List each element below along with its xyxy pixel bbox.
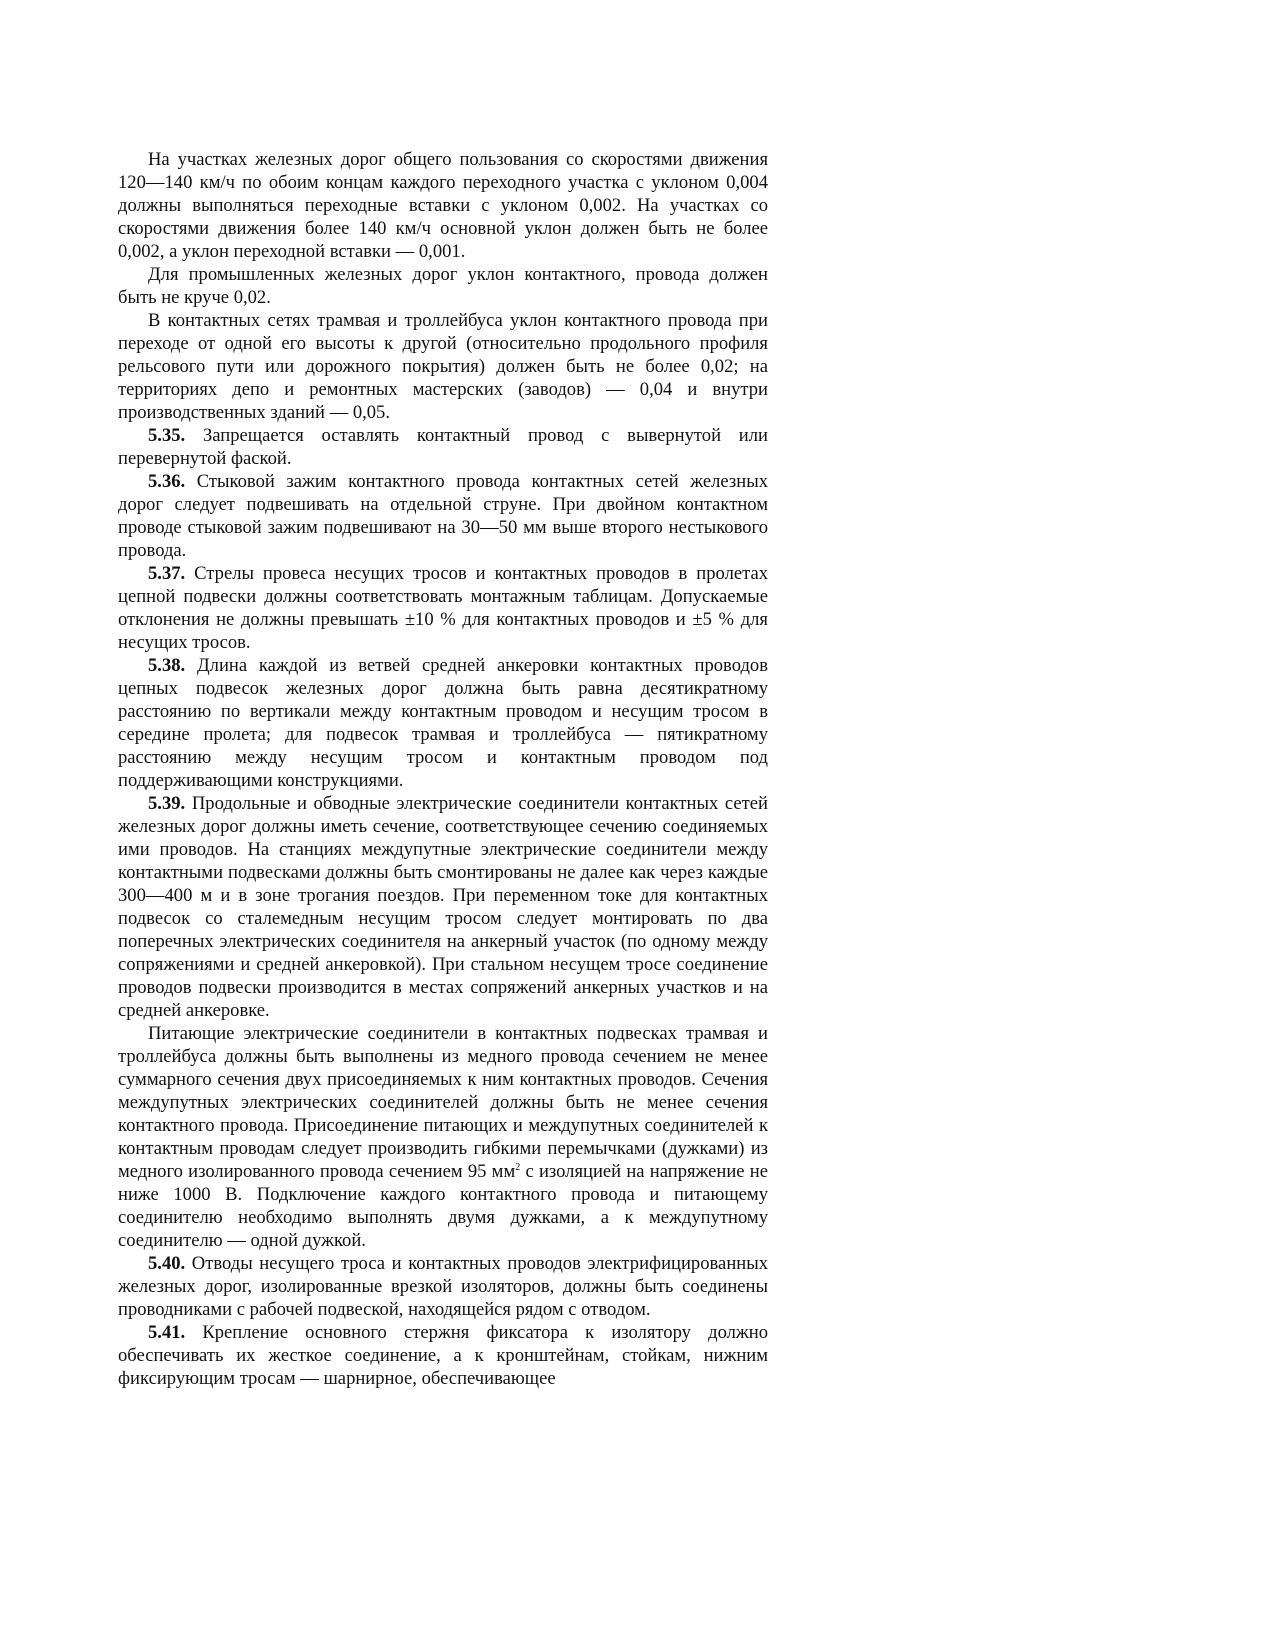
paragraph-text: Отводы несущего троса и контактных проводов электрифицированных железных дорог, изолированные врезкой изоляторов, должны быть соединены проводниками с рабочей подвеской, находящейся рядом с отводом.	[118, 1253, 769, 1320]
clause-number: 5.36.	[148, 471, 186, 492]
clause-5-37	[118, 562, 768, 654]
clause-number: 5.40.	[148, 1253, 186, 1274]
clause-5-41	[118, 1321, 768, 1390]
paragraph-text: Длина каждой из ветвей средней анкеровки контактных проводов цепных подвесок железных дорог должна быть равна десятикратному расстоянию по вертикали между контактным проводом и несущим тросом в середине пролета; для подвесок трамвая и троллейбуса — пятикратному расстоянию между несущим тросом и контактным проводом под поддерживающими конструкциями.	[118, 655, 769, 791]
paragraph	[118, 148, 768, 263]
clause-5-39	[118, 792, 768, 1022]
paragraph	[118, 1022, 768, 1252]
paragraph-text: с изоляцией на напряжение не ниже 1000 В. Подключение каждого контактного провода и питающему соединителю необходимо выполнять двумя дужками, а к междупутному соединителю — одной дужкой.	[118, 1161, 768, 1251]
clause-5-35	[118, 424, 768, 470]
clause-number: 5.39.	[148, 793, 186, 814]
clause-5-36	[118, 470, 768, 562]
clause-number: 5.38.	[148, 655, 186, 676]
paragraph-text: Крепление основного стержня фиксатора к изолятору должно обеспечивать их жесткое соединение, а к кронштейнам, стойкам, нижним фиксирующим тросам — шарнирное, обеспечивающее	[118, 1322, 768, 1389]
clause-number: 5.35.	[148, 425, 186, 446]
clause-5-38	[118, 654, 768, 792]
paragraph	[118, 263, 768, 309]
paragraph-text: Для промышленных железных дорог уклон контактного, провода должен быть не круче 0,02.	[118, 264, 768, 308]
clause-number: 5.41.	[148, 1322, 186, 1343]
clause-5-40	[118, 1252, 768, 1321]
paragraph-text: В контактных сетях трамвая и троллейбуса уклон контактного провода при переходе от одной его высоты к другой (относительно продольного профиля рельсового пути или дорожного покрытия) должен быть не более 0,02; на территориях депо и ремонтных мастерских (заводов) — 0,04 и внутри производственных зданий — 0,05.	[118, 310, 768, 423]
paragraph	[118, 309, 768, 424]
superscript: 2	[515, 1162, 521, 1173]
paragraph-text: Питающие электрические соединители в контактных подвесках трамвая и троллейбуса должны быть выполнены из медного провода сечением не менее суммарного сечения двух присоединяемых к ним контактных проводов. Сечения междупутных электрических соединителей должны быть не менее сечения контактного провода. Присоединение питающих и междупутных соединителей к контактным проводам следует производить гибкими перемычками (дужками) из медного изолированного провода сечением 95 мм	[118, 1023, 768, 1182]
paragraph-text: Продольные и обводные электрические соединители контактных сетей железных дорог должны иметь сечение, соответствующее сечению соединяемых ими проводов. На станциях междупутные электрические соединители между контактными подвесками должны быть смонтированы не далее как через каждые 300—400 м и в зоне трогания поездов. При переменном токе для контактных подвесок со сталемедным несущим тросом следует монтировать по два поперечных электрических соединителя на анкерный участок (по одному между сопряжениями и средней анкеровкой). При стальном несущем тросе соединение проводов подвески производится в местах сопряжений анкерных участков и на средней анкеровке.	[118, 793, 768, 1021]
paragraph-text: Стыковой зажим контактного провода контактных сетей железных дорог следует подвешивать на отдельной струне. При двойном контактном проводе стыковой зажим подвешивают на 30—50 мм выше второго нестыкового провода.	[118, 471, 768, 561]
clause-number: 5.37.	[148, 563, 186, 584]
paragraph-text: Стрелы провеса несущих тросов и контактных проводов в пролетах цепной подвески должны соответствовать монтажным таблицам. Допускаемые отклонения не должны превышать ±10 % для контактных проводов и ±5 % для несущих тросов.	[118, 563, 768, 653]
paragraph-text: На участках железных дорог общего пользования со скоростями движения 120—140 км/ч по обоим концам каждого переходного участка с уклоном 0,004 должны выполняться переходные вставки с уклоном 0,002. На участках со скоростями движения более 140 км/ч основной уклон должен быть не более 0,002, а уклон переходной вставки — 0,001.	[118, 149, 768, 262]
document-page	[118, 148, 768, 1390]
paragraph-text: Запрещается оставлять контактный провод с вывернутой или перевернутой фаской.	[118, 425, 768, 469]
